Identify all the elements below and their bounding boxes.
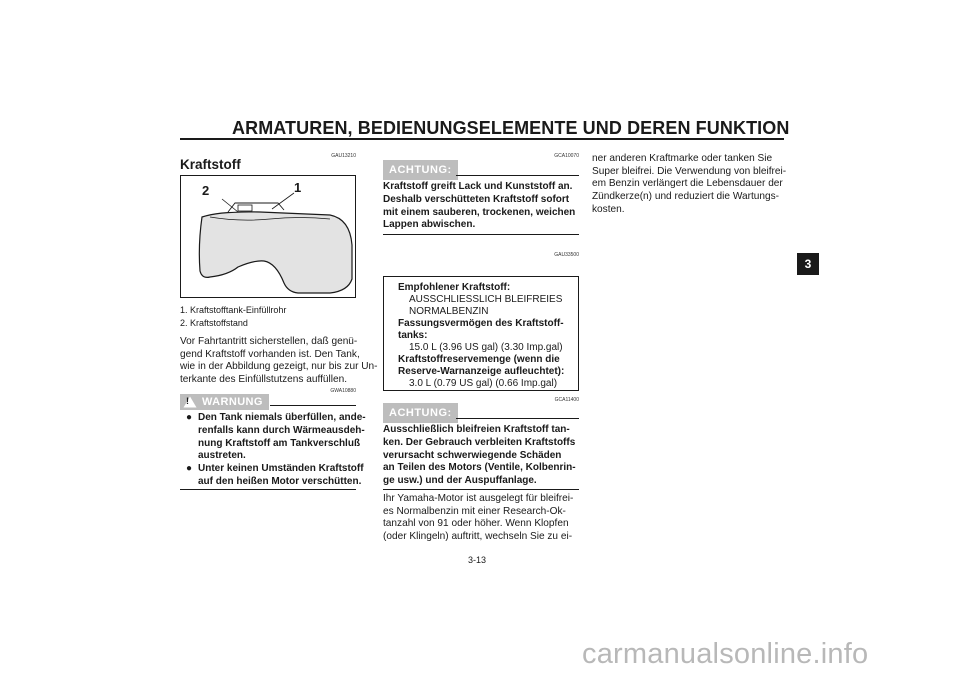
page-number: 3-13: [468, 555, 487, 565]
warning-bottom-rule: [180, 489, 356, 490]
caution-line: Kraftstoff greift Lack und Kunststoff an.: [383, 181, 573, 192]
paragraph-line: terkante des Einfüllstutzens auffüllen.: [180, 374, 348, 386]
caution1-banner: ACHTUNG:: [383, 160, 458, 180]
paragraph-line: Vor Fahrtantritt sicherstellen, daß genü-: [180, 336, 358, 347]
caution1-text: [383, 181, 575, 232]
intro-paragraph: [180, 336, 378, 387]
right-paragraph: [592, 153, 786, 217]
warning-label: WARNUNG: [202, 396, 263, 408]
paragraph-line: wie in der Abbildung gezeigt, nur bis zur Un-: [180, 361, 378, 373]
caution1-bottom-rule: [383, 234, 579, 235]
warning-line: austreten.: [198, 450, 246, 462]
warning-item-2: [186, 463, 366, 489]
bullet-icon: ●: [186, 412, 193, 423]
warning-line: Den Tank niemals überfüllen, ande-: [198, 412, 366, 423]
caution-line: Ausschließlich bleifreien Kraftstoff tan-: [383, 424, 570, 435]
caution2-top-rule: [456, 418, 579, 419]
caution-line: an Teilen des Motors (Ventile, Kolbenrin-: [383, 462, 576, 474]
caution-line: mit einem sauberen, trockenen, weichen: [383, 206, 576, 218]
warning-line: nung Kraftstoff am Tankverschluß: [198, 437, 361, 449]
warning-line: auf den heißen Motor verschütten.: [198, 475, 362, 487]
fuel-spec-box: [383, 276, 579, 391]
title-rule: [180, 138, 784, 140]
chapter-tab: 3: [797, 253, 819, 275]
warning-banner: [180, 394, 269, 410]
caution-line: Deshalb verschütteten Kraftstoff sofort: [383, 193, 570, 205]
warning-code: GWA10880: [330, 388, 356, 394]
paragraph-line: Ihr Yamaha-Motor ist ausgelegt für bleifrei-: [383, 493, 574, 504]
middle-paragraph: [383, 493, 573, 544]
spec-fuel-value: NORMALBENZIN: [409, 306, 489, 317]
caution2-bottom-rule: [383, 489, 579, 490]
spec-fuel-value: AUSSCHLIESSLICH BLEIFREIES: [409, 294, 563, 305]
callout-1: 1: [294, 180, 302, 195]
section-code: GAU13210: [331, 153, 356, 159]
paragraph-line: es Normalbenzin mit einer Research-Ok-: [383, 505, 566, 517]
caution-line: verursacht schwerwiegende Schäden: [383, 449, 562, 461]
exclamation-glyph: !: [186, 396, 189, 406]
caution-line: ge usw.) und der Auspuffanlage.: [383, 475, 537, 487]
caution-line: ken. Der Gebrauch verbleiten Kraftstoffs: [383, 436, 576, 448]
paragraph-line: em Benzin verlängert die Lebensdauer der: [592, 178, 783, 190]
spec-fuel-label: Empfohlener Kraftstoff:: [398, 282, 511, 293]
spec-reserve-label: Kraftstoffreservemenge (wenn die: [398, 354, 560, 365]
caution2-text: [383, 424, 576, 488]
watermark: carmanualsonline.info: [582, 638, 869, 670]
figure-caption-2: 2. Kraftstoffstand: [180, 318, 248, 328]
paragraph-line: ner anderen Kraftmarke oder tanken Sie: [592, 153, 773, 164]
warning-list: [186, 412, 366, 489]
caution2-banner: ACHTUNG:: [383, 403, 458, 423]
spec-capacity-value: 15.0 L (3.96 US gal) (3.30 Imp.gal): [409, 342, 563, 353]
paragraph-line: tanzahl von 91 oder höher. Wenn Klopfen: [383, 518, 569, 530]
filler-cap-detail: [238, 205, 252, 211]
paragraph-line: (oder Klingeln) auftritt, wechseln Sie zu ei-: [383, 531, 573, 543]
spec-reserve-value: 3.0 L (0.79 US gal) (0.66 Imp.gal): [409, 378, 558, 389]
callout-2: 2: [202, 183, 210, 198]
paragraph-line: Zündkerze(n) und reduziert die Wartungs-: [592, 191, 780, 203]
caution1-code: GCA10070: [554, 153, 579, 159]
page-title: ARMATUREN, BEDIENUNGSELEMENTE UND DEREN FUNKTION: [232, 118, 790, 138]
fuel-tank-figure: [180, 175, 356, 298]
warning-top-rule: [270, 405, 356, 406]
caution2-code: GCA11400: [554, 397, 579, 403]
spec-reserve-label: Reserve-Warnanzeige aufleuchtet):: [398, 366, 565, 377]
paragraph-line: Super bleifrei. Die Verwendung von bleifrei-: [592, 165, 787, 177]
section-heading: Kraftstoff: [180, 157, 241, 172]
paragraph-line: kosten.: [592, 203, 625, 215]
warning-line: renfalls kann durch Wärmeausdeh-: [198, 424, 365, 436]
spec-code: GAU33500: [554, 252, 579, 258]
paragraph-line: gend Kraftstoff vorhanden ist. Den Tank,: [180, 348, 360, 360]
warning-item-1: [186, 412, 366, 463]
warning-line: Unter keinen Umständen Kraftstoff: [198, 463, 364, 475]
bullet-icon: ●: [186, 463, 193, 475]
spec-capacity-label: Fassungsvermögen des Kraftstoff-: [398, 318, 564, 329]
spec-capacity-label: tanks:: [398, 330, 428, 341]
figure-caption-1: 1. Kraftstofftank-Einfüllrohr: [180, 305, 287, 315]
caution1-top-rule: [456, 175, 579, 176]
caution-line: Lappen abwischen.: [383, 219, 476, 231]
